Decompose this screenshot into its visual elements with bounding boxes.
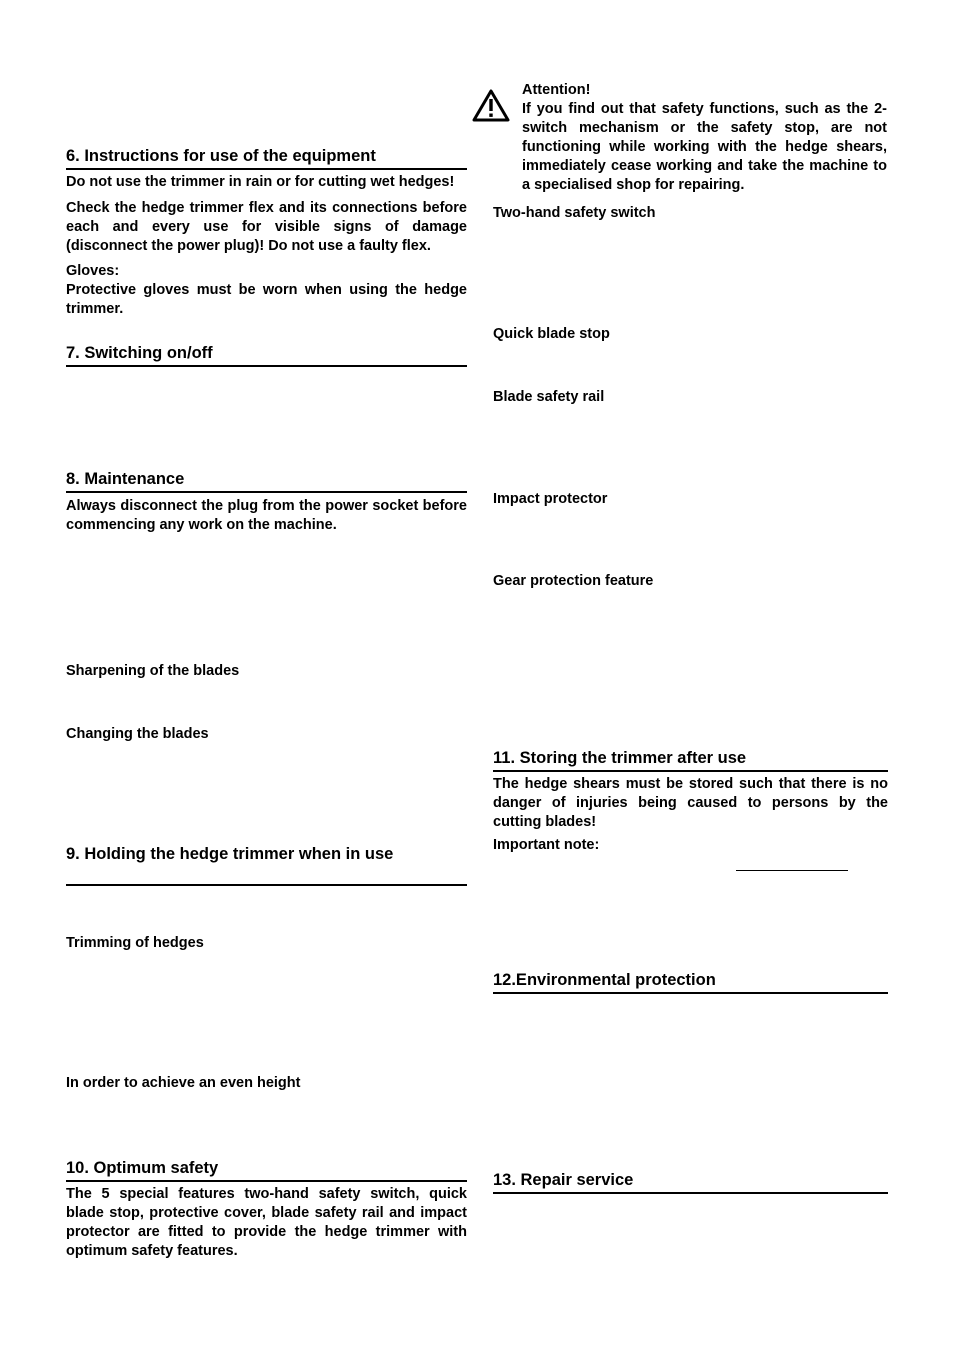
attention-title: Attention!	[522, 82, 591, 98]
trimming-subheading: Trimming of hedges	[66, 935, 204, 951]
section-6-flex-check: Check the hedge trimmer flex and its connections before each and every use for visible signs of damage (disconnect the power plug)! Do not use a faulty flex.	[66, 200, 467, 254]
section-6-heading: 6. Instructions for use of the equipment	[66, 146, 467, 170]
section-8-heading: 8. Maintenance	[66, 469, 467, 493]
two-hand-switch-subheading: Two-hand safety switch	[493, 205, 656, 221]
section-10-text: The 5 special features two-hand safety switch, quick blade stop, protective cover, blade safety rail and impact protector are fitted to provide the hedge trimmer with optimum safety features.	[66, 1186, 467, 1259]
sharpening-subheading: Sharpening of the blades	[66, 663, 240, 679]
section-11-text: The hedge shears must be stored such that there is no danger of injuries being caused to persons by the cutting blades!	[493, 776, 888, 830]
underline-divider	[736, 870, 848, 871]
warning-triangle-icon	[472, 88, 510, 122]
gloves-text: Protective gloves must be worn when using the hedge trimmer.	[66, 282, 467, 317]
important-note-label: Important note:	[493, 837, 600, 853]
section-13-heading: 13. Repair service	[493, 1170, 888, 1194]
section-9-heading: 9. Holding the hedge trimmer when in use	[66, 844, 467, 886]
section-10-heading: 10. Optimum safety	[66, 1158, 467, 1182]
impact-protector-subheading: Impact protector	[493, 491, 608, 507]
gear-protection-subheading: Gear protection feature	[493, 573, 654, 589]
attention-text: If you find out that safety functions, such as the 2-switch mechanism or the safety stop, are not functioning while working with the hedge shears, immediately cease working and take the machine to a specialised shop for repairing.	[522, 101, 887, 193]
section-8-disconnect-text: Always disconnect the plug from the power socket before commencing any work on the machine.	[66, 498, 467, 533]
blade-safety-rail-subheading: Blade safety rail	[493, 389, 605, 405]
section-12-heading: 12.Environmental protection	[493, 970, 888, 994]
even-height-text: In order to achieve an even height	[66, 1075, 301, 1091]
section-7-heading: 7. Switching on/off	[66, 343, 467, 367]
section-11-heading: 11. Storing the trimmer after use	[493, 748, 888, 772]
changing-blades-subheading: Changing the blades	[66, 726, 209, 742]
gloves-label: Gloves:	[66, 263, 120, 279]
section-6-rain-warning: Do not use the trimmer in rain or for cutting wet hedges!	[66, 174, 455, 190]
quick-blade-stop-subheading: Quick blade stop	[493, 326, 610, 342]
